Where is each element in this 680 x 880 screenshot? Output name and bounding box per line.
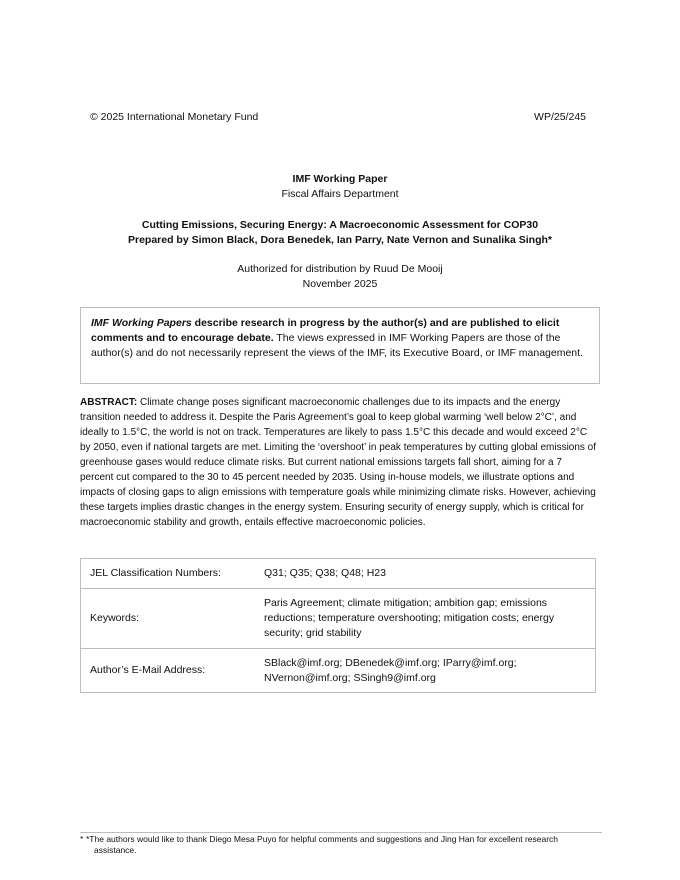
authorized-by: Authorized for distribution by Ruud De Mooij bbox=[237, 263, 443, 275]
disclaimer-bold-text: describe research in progress by the author(s) and are published to elicit comments and to encourage debate. bbox=[91, 317, 560, 344]
footnote-text: *The authors would like to thank Diego Mesa Puyo for helpful comments and suggestions and Jing Han for excellent research assistance. bbox=[86, 834, 559, 855]
table-row bbox=[81, 589, 596, 649]
classification-table bbox=[80, 558, 596, 693]
abstract-text: Climate change poses significant macroeconomic challenges due to its impacts and the energy transition needed to address it. Despite the Paris Agreement’s goal to keep global warming ‘well below 2°C’, and ideally to 1.5°C, the world is not on track. Temperatures are likely to pass 1.5°C this decade and would exceed 2°C by 2050, even if national targets are met. Limiting the ‘overshoot’ in peak temperatures by cutting global emissions of greenhouse gases would reduce climate risks. But current national emissions targets fall short, aiming for a 7 percent cut compared to the 30 to 45 percent needed by 2035. Using in-house models, we illustrate options and impacts of closing gaps to align emissions with temperature goals while minimizing climate risks. However, achieving these targets implies drastic changes in the energy system. Ensuring security of energy supply, which is critical for macroeconomic stability and growth, entails effective macroeconomic policies. bbox=[80, 397, 597, 528]
email-addresses: SBlack@imf.org; DBenedek@imf.org; IParry@imf.org; NVernon@imf.org; SSingh9@imf.org bbox=[264, 649, 596, 693]
jel-label: JEL Classification Numbers: bbox=[81, 559, 265, 589]
series-title: IMF Working Paper bbox=[292, 173, 388, 185]
authors-line: Prepared by Simon Black, Dora Benedek, Ian Parry, Nate Vernon and Sunalika Singh* bbox=[127, 234, 553, 246]
abstract-label: ABSTRACT: bbox=[80, 397, 138, 408]
paper-title: Cutting Emissions, Securing Energy: A Macroeconomic Assessment for COP30 bbox=[141, 219, 539, 231]
copyright-notice: © 2025 International Monetary Fund bbox=[90, 111, 259, 123]
disclaimer-text: The views expressed in IMF Working Papers are those of the author(s) and do not necessarily represent the views of the IMF, its Executive Board, or IMF management. bbox=[91, 332, 583, 359]
email-label: Author’s E-Mail Address: bbox=[81, 649, 265, 693]
table-row bbox=[81, 559, 596, 589]
keywords-label: Keywords: bbox=[81, 589, 265, 649]
footnote-divider bbox=[80, 832, 602, 833]
footnote-mark: * bbox=[80, 834, 84, 844]
disclaimer-box bbox=[80, 307, 600, 384]
department: Fiscal Affairs Department bbox=[281, 188, 399, 200]
jel-codes: Q31; Q35; Q38; Q48; H23 bbox=[264, 559, 596, 589]
footnote bbox=[80, 834, 600, 856]
abstract bbox=[80, 395, 597, 530]
disclaimer-series-name: IMF Working Papers bbox=[91, 317, 192, 329]
keywords-value: Paris Agreement; climate mitigation; ambition gap; emissions reductions; temperature overshooting; mitigation costs; energy security; grid stability bbox=[264, 589, 596, 649]
table-row bbox=[81, 649, 596, 693]
working-paper-number: WP/25/245 bbox=[534, 111, 586, 123]
publication-date: November 2025 bbox=[302, 278, 378, 290]
